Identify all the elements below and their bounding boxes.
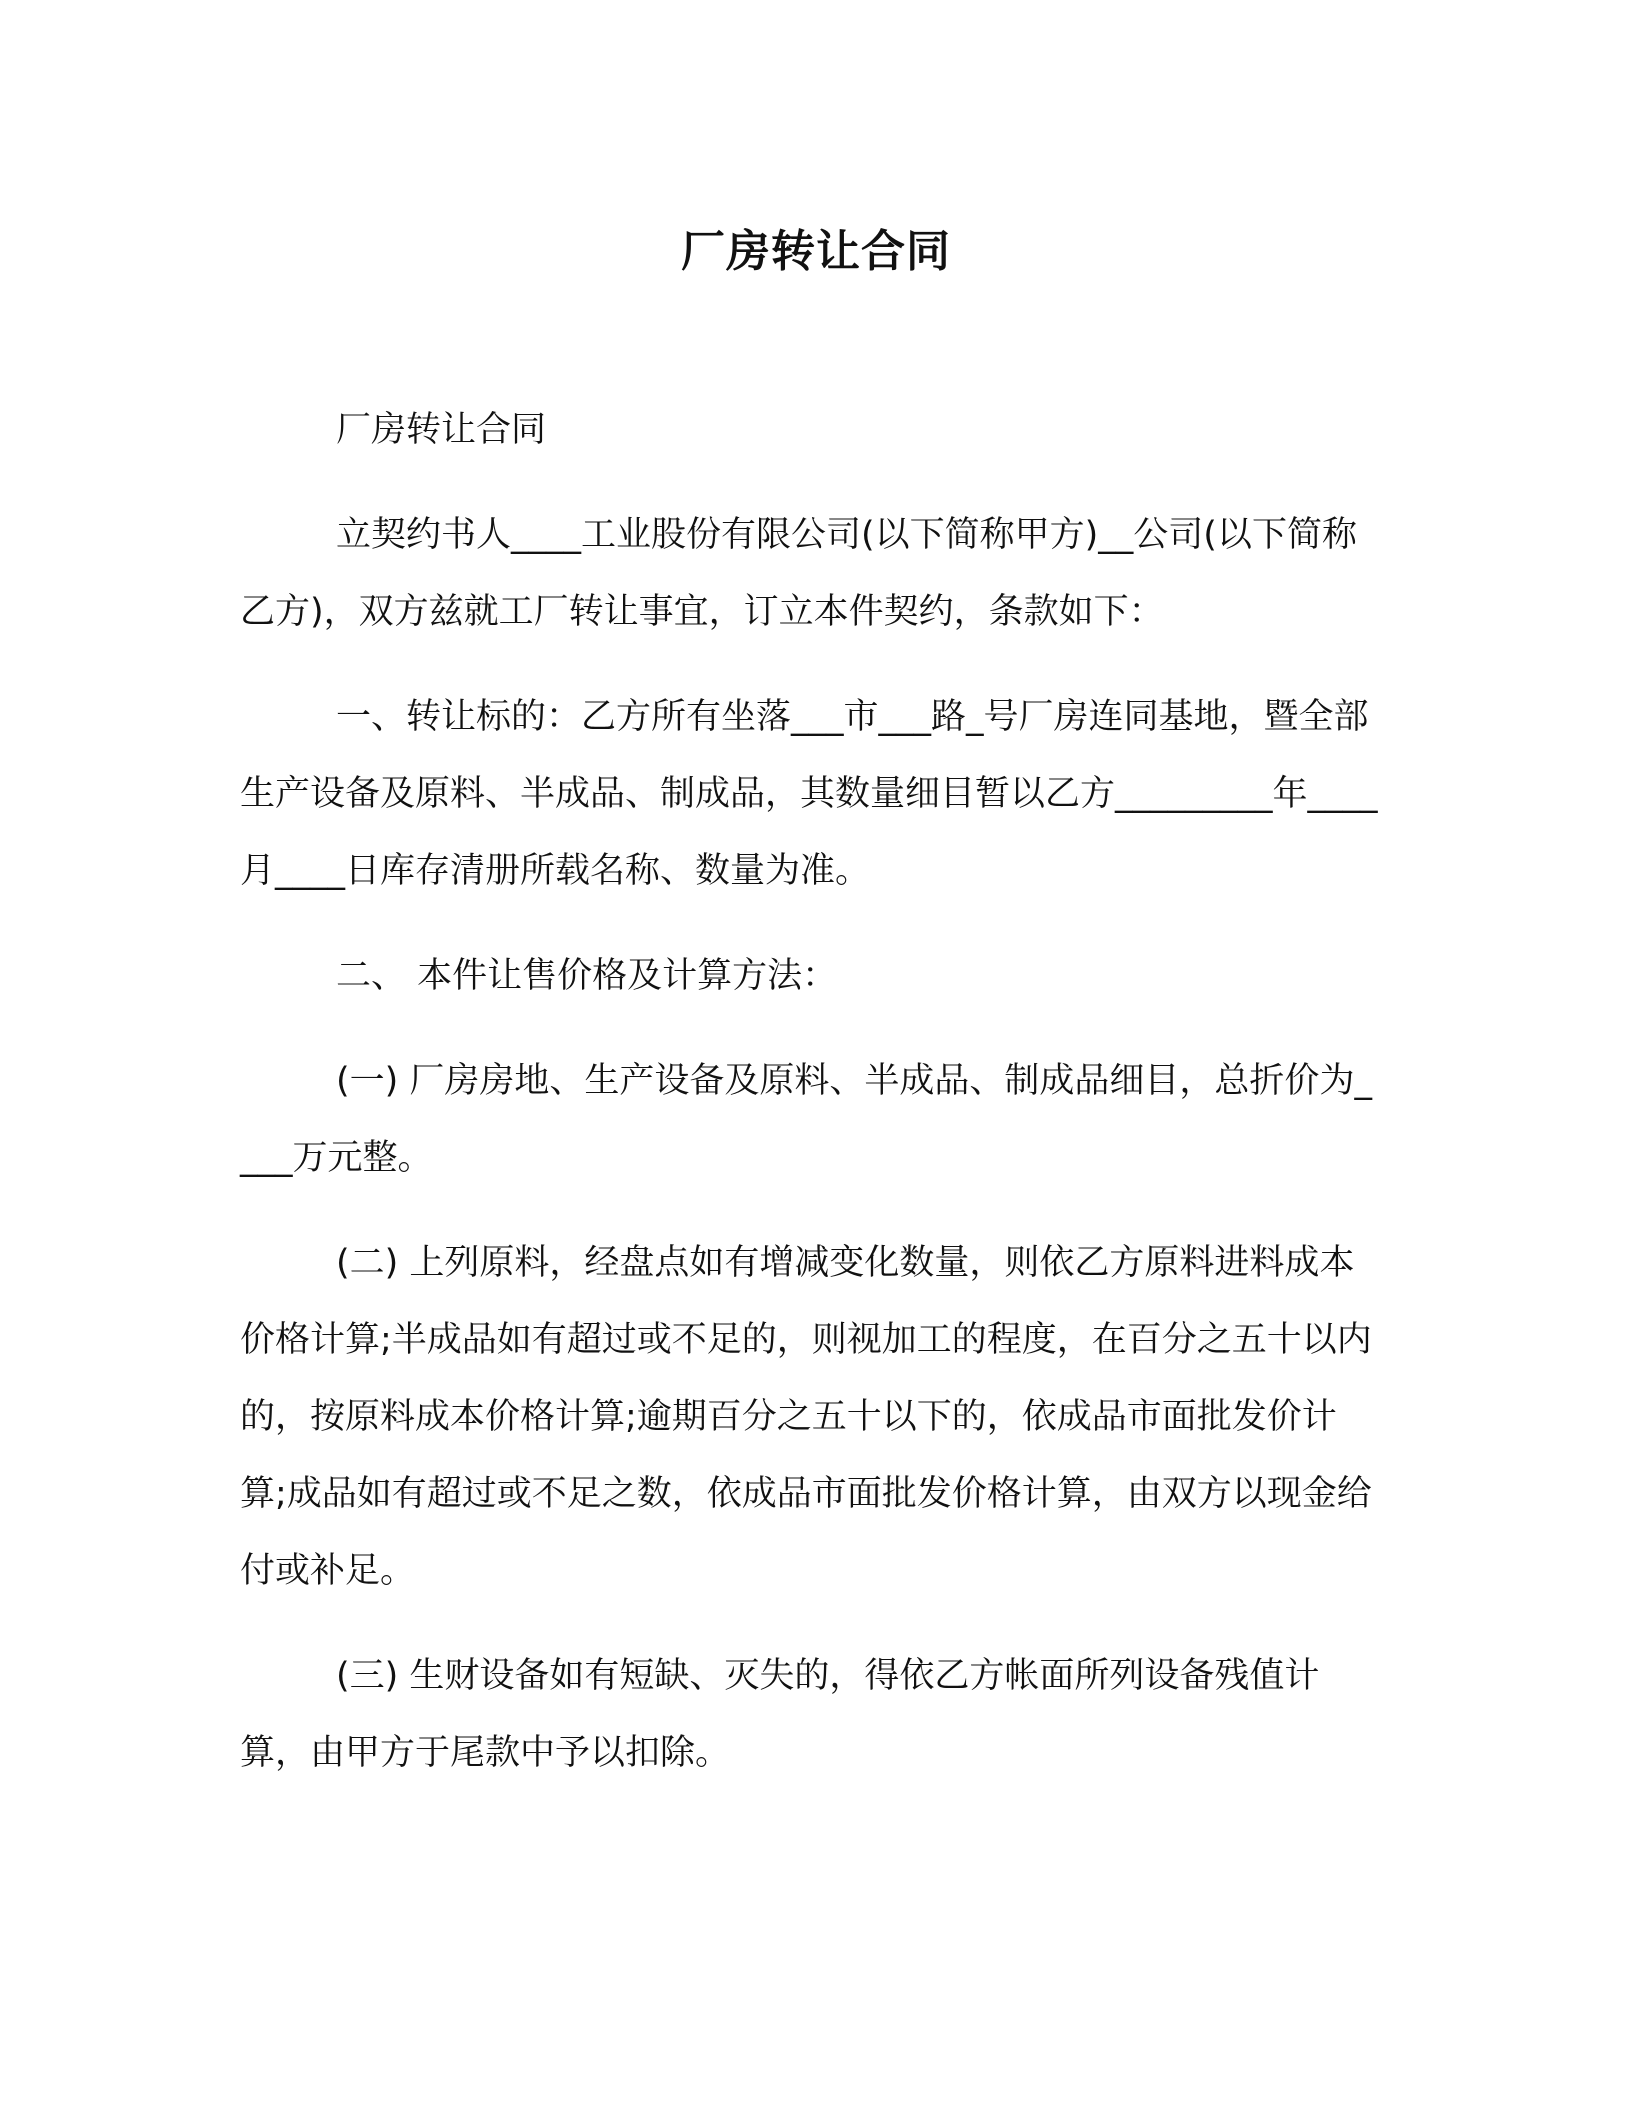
paragraph-clause-1: 一、转让标的：乙方所有坐落___市___路_号厂房连同基地，暨全部生产设备及原料、半成品、制成品，其数量细目暂以乙方_________年____月____日库存清册所载名称、数量为准。 <box>240 697 1378 891</box>
paragraph-heading: 厂房转让合同 <box>336 410 547 450</box>
paragraph-parties: 立契约书人____工业股份有限公司(以下简称甲方)__公司(以下简称乙方)，双方兹就工厂转让事宜，订立本件契约，条款如下： <box>240 515 1357 632</box>
paragraph-clause-2-item-3: (三) 生财设备如有短缺、灭失的，得依乙方帐面所列设备残值计算，由甲方于尾款中予以扣除。 <box>240 1656 1320 1773</box>
document-body <box>240 392 1378 1792</box>
paragraph-clause-2: 二、 本件让售价格及计算方法： <box>336 956 838 996</box>
paragraph-clause-2-item-2: (二) 上列原料，经盘点如有增减变化数量，则依乙方原料进料成本价格计算;半成品如有超过或不足的，则视加工的程度，在百分之五十以内的，按原料成本价格计算;逾期百分之五十以下的，依成品市面批发价计算;成品如有超过或不足之数，依成品市面批发价格计算，由双方以现金给付或补足。 <box>240 1243 1372 1591</box>
paragraph-clause-2-item-1: (一) 厂房房地、生产设备及原料、半成品、制成品细目，总折价为____万元整。 <box>240 1061 1372 1178</box>
document-title: 厂房转让合同 <box>681 226 951 277</box>
